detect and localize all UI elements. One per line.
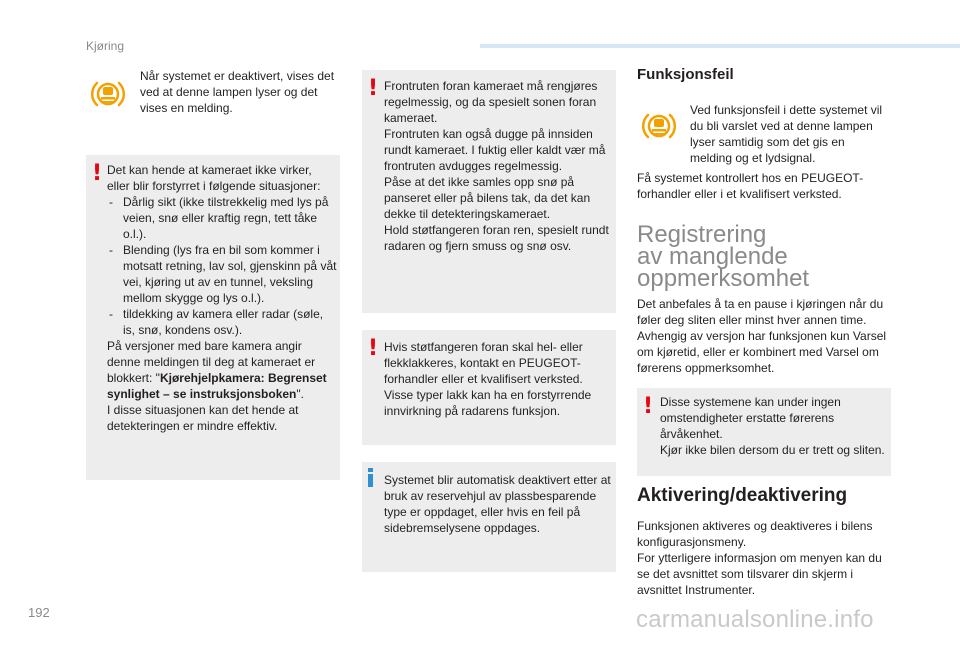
attention-warning-box xyxy=(637,388,891,476)
paragraph: Funksjonen aktiveres og deaktiveres i bilens konfigurasjonsmeny. xyxy=(637,519,873,549)
lane-assist-warning-lamp-icon xyxy=(641,108,677,144)
registrering-heading xyxy=(637,221,887,292)
heading-line: Registrering xyxy=(637,221,767,248)
bumper-paint-warning-box xyxy=(362,330,616,445)
exclamation-icon: ! xyxy=(643,394,654,419)
heading-line: oppmerksomhet xyxy=(637,265,810,292)
info-icon xyxy=(368,468,373,487)
exclamation-icon: ! xyxy=(368,76,379,101)
warning-intro: Det kan hende at kameraet ikke virker, eller blir forstyrret i følgende situasjoner: xyxy=(107,163,321,193)
message-suffix: ". xyxy=(296,387,304,401)
camera-limitations-warning-box xyxy=(86,155,340,480)
paragraph: Disse systemene kan under ingen omstendigheter erstatte førerens årvåkenhet. xyxy=(660,395,841,441)
exclamation-icon: ! xyxy=(368,336,379,361)
warning-outro: I disse situasjonen kan det hende at detekteringen er mindre effektiv. xyxy=(107,403,299,433)
paragraph: Frontruten foran kameraet må rengjøres regelmessig, og da spesielt sonen foran kameraet. xyxy=(384,79,598,125)
list-item: - Blending (lys fra en bil som kommer i motsatt retning, lav sol, gjenskinn på våt vei, kjøring ut av en tunnel, veksling mellom skygge og lys o.l.). xyxy=(107,242,337,306)
section-label: Kjøring xyxy=(86,39,125,53)
malfunction-paragraph: Få systemet kontrollert hos en PEUGEOT-forhandler eller i et kvalifisert verksted. xyxy=(637,171,864,201)
blocked-camera-message xyxy=(107,338,337,402)
list-item: - Dårlig sikt (ikke tilstrekkelig med lys på veien, snø eller kraftig regn, tett tåke o.l.). xyxy=(107,194,337,242)
paragraph: Frontruten kan også dugge på innsiden rundt kameraet. I fuktig eller kaldt vær må frontruten avdugges regelmessig. xyxy=(384,127,606,173)
paragraph: Hvis støtfangeren foran skal hel- eller flekklakkeres, kontakt en PEUGEOT-forhandler eller et kvalifisert verksted. Visse typer lakk kan ha en forstyrrende innvirkning på radarens funksjon. xyxy=(384,340,592,418)
exclamation-icon: ! xyxy=(92,161,103,186)
list-item: - tildekking av kamera eller radar (søle, is, snø, kondens osv.). xyxy=(107,306,337,338)
message-bold-text: Kjørehjelpkamera: Begrenset synlighet – se instruksjonsboken xyxy=(107,371,327,401)
malfunction-lamp-description: Ved funksjonsfeil i dette systemet vil du bli varslet ved at denne lampen lyser samtidig som det gis en melding og et lydsignal. xyxy=(690,103,883,165)
paragraph: For ytterligere informasjon om menyen kan du se det avsnittet som tilsvarer din skjerm i avsnittet Instrumenter. xyxy=(637,551,882,597)
header-accent-bar xyxy=(480,44,960,48)
limitations-list xyxy=(107,194,337,338)
heading-line: av manglende xyxy=(637,243,788,270)
paragraph: Hold støtfangeren foran ren, spesielt rundt radaren og fjern smuss og snø osv. xyxy=(384,223,609,253)
watermark: carmanualsonline.info xyxy=(636,606,874,633)
registrering-paragraph: Det anbefales å ta en pause i kjøringen når du føler deg sliten eller minst hver annen time. Avhengig av versjon har funksjonen kun Varsel om kjøretid, eller er kombinert med Varsel om førerens oppmerksomhet. xyxy=(637,297,887,375)
auto-deactivation-info-box xyxy=(362,462,616,572)
lane-assist-warning-lamp-icon xyxy=(90,76,126,112)
aktivering-text xyxy=(637,518,889,598)
paragraph: Påse at det ikke samles opp snø på panseret eller på bilens tak, da det kan dekke til detekteringskameraet. xyxy=(384,175,591,221)
page-number: 192 xyxy=(28,605,50,620)
aktivering-heading: Aktivering/deaktivering xyxy=(637,485,848,506)
lamp-description: Når systemet er deaktivert, vises det ved at denne lampen lyser og det vises en melding. xyxy=(140,69,335,115)
windscreen-cleaning-warning-box xyxy=(362,70,616,313)
paragraph: Kjør ikke bilen dersom du er trett og sliten. xyxy=(660,443,885,457)
funksjonsfeil-heading: Funksjonsfeil xyxy=(637,66,734,83)
paragraph: Systemet blir automatisk deaktivert etter at bruk av reservehjul av plassbesparende type er oppdaget, eller hvis en feil på sidebremselysene oppdages. xyxy=(384,473,611,535)
message-prefix: På versjoner med bare kamera angir denne meldingen til deg at kameraet er blokkert: " xyxy=(107,339,316,385)
